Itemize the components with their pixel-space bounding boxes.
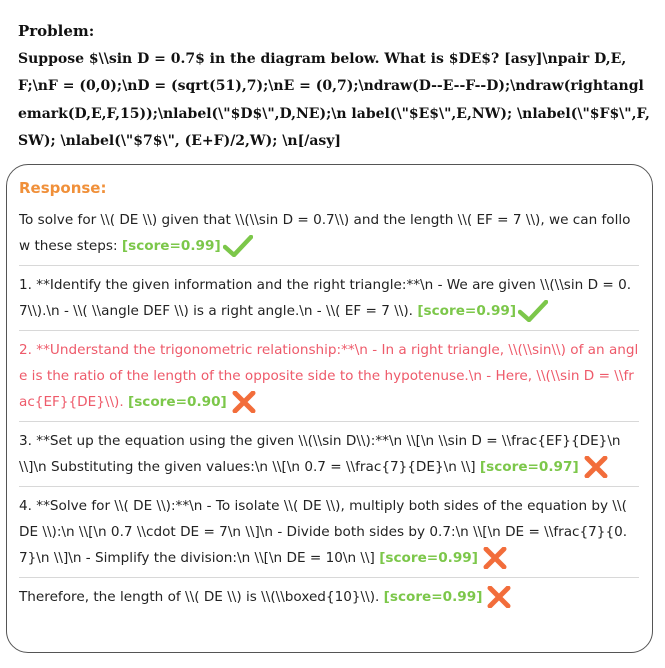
step-score: [score=0.90] — [127, 394, 227, 410]
step-score: [score=0.99] — [379, 550, 478, 566]
check-icon — [518, 300, 548, 322]
step-text: Therefore, the length of \\( DE \\) is \\(\\boxed{10}\\). — [19, 589, 384, 605]
check-icon — [223, 235, 253, 257]
response-step — [19, 207, 639, 266]
cross-icon — [581, 456, 611, 478]
problem-section — [18, 18, 650, 156]
step-text: To solve for \\( DE \\) given that \\(\\sin D = 0.7\\) and the length \\( EF = 7 \\), we can follow these steps: — [19, 212, 631, 254]
cross-icon — [480, 547, 510, 569]
response-step — [19, 422, 639, 487]
response-step — [19, 578, 639, 616]
problem-text: Suppose $\\sin D = 0.7$ in the diagram below. What is $DE$? [asy]\npair D,E,F;\nF = (0,0);\nD = (sqrt(51),7);\nE = (0,7);\ndraw(D--E--F--D);\ndraw(rightanglemark(D,E,F,15));\nlabel(\"$D$\",D,NE);\n label(\"$E$\",E,NW); \nlabel(\"$F$\",F,SW); \nlabel(\"$7$\", (E+F)/2,W); \n[/asy] — [18, 50, 650, 149]
step-score: [score=0.99] — [121, 238, 221, 254]
step-text: 1. **Identify the given information and the right triangle:**\n - We are given \\(\\sin D = 0.7\\).\n - \\( \\angle DEF \\) is a right angle.\n - \\( EF = 7 \\). — [19, 277, 632, 319]
cross-icon — [229, 391, 259, 413]
step-score: [score=0.99] — [383, 589, 483, 605]
cross-icon — [484, 586, 514, 608]
response-step — [19, 487, 639, 578]
problem-title: Problem: — [18, 22, 95, 40]
response-title: Response: — [19, 179, 107, 197]
step-text: 4. **Solve for \\( DE \\):**\n - To isolate \\( DE \\), multiply both sides of the equation by \\( DE \\):\n \\[\n 0.7 \\cdot DE = 7\n \\]\n - Divide both sides by 0.7:\n \\[\n DE = \\frac{7}{0.7}\n \\]\n - Simplify the division:\n \\[\n DE = 10\n \\] — [19, 498, 628, 566]
response-card — [6, 164, 653, 653]
step-score: [score=0.99] — [417, 303, 517, 319]
step-text: 2. **Understand the trigonometric relationship:**\n - In a right triangle, \\(\\sin\\) of an angle is the ratio of the length of the opposite side to the hypotenuse.\n - Here, \\(\\sin D = \\frac{EF}{DE}\\). — [19, 342, 639, 410]
response-step — [19, 331, 639, 422]
step-score: [score=0.97] — [479, 459, 579, 475]
step-text: 3. **Set up the equation using the given \\(\\sin D\\):**\n \\[\n \\sin D = \\frac{EF}{DE}\n \\]\n Substituting the given values:\n \\[\n 0.7 = \\frac{7}{DE}\n \\] — [19, 433, 621, 475]
response-steps — [19, 207, 639, 616]
response-step — [19, 266, 639, 331]
